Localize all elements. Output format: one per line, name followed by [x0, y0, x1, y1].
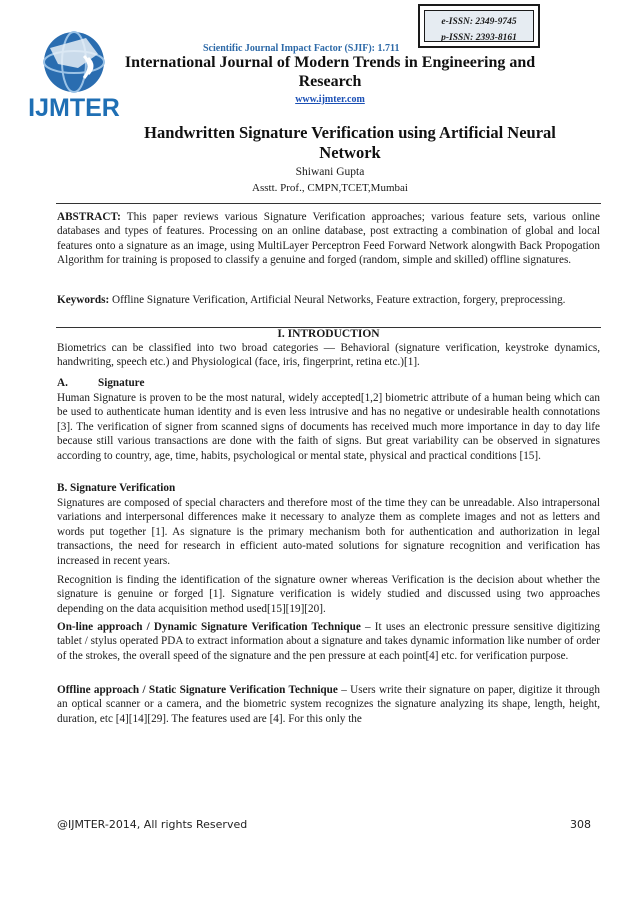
- abstract: [57, 210, 600, 268]
- p-issn: p-ISSN: 2393-8161: [441, 33, 517, 43]
- abstract-label: ABSTRACT:: [57, 211, 121, 223]
- keywords-text: Offline Signature Verification, Artificial Neural Networks, Feature extraction, forgery, preprocessing.: [109, 294, 566, 306]
- author-affiliation: Asstt. Prof., CMPN,TCET,Mumbai: [252, 182, 408, 194]
- keywords-label: Keywords:: [57, 294, 110, 306]
- verification-paragraph-1: Signatures are composed of special characters and therefore most of the time they can be unreadable. Also intrapersonal variations and interpersonal differences make it necessary to analyze them as complete images and not as letters and words put together [1]. As signature is the primary mechanism both for authentication and authorization in legal transactions, the need for research in efficient auto-mated solutions for signature recognition and verification has increased in recent years.: [57, 497, 600, 567]
- logo-text: IJMTER: [28, 94, 120, 122]
- subsection-a-title: Signature: [98, 377, 145, 389]
- offline-approach-paragraph: [57, 683, 600, 726]
- subsection-heading-signature-verification: B. Signature Verification: [57, 482, 176, 494]
- section-heading-introduction: I. INTRODUCTION: [277, 328, 380, 340]
- footer-page-number: 308: [570, 818, 591, 831]
- subsection-heading-signature: [57, 377, 144, 389]
- offline-approach-text: – Users write their signature on paper, digitize it through an optical scanner or a camera, and the biometric system recognizes the signature analyzing its shape, length, height, duration, etc [4][14][29]. The features used are [4]. For this only the: [57, 684, 600, 725]
- signature-paragraph: Human Signature is proven to be the most natural, widely accepted[1,2] biometric attribute of a human being which can be used to authenticate human identity and is even less intrusive and has no negative or undesirable health connotations [3]. The verification of signer from scanned signs of documents has received much more importance in day to day life because still various transactions are done with the faith of signs. But great variability can be observed in signatures according to country, age, time, habits, psychological or mental state, physical and practical conditions [15].: [57, 392, 600, 462]
- issn-box: [418, 4, 540, 48]
- online-approach-paragraph: [57, 620, 600, 663]
- journal-url-link[interactable]: www.ijmter.com: [295, 94, 365, 105]
- online-approach-text: – It uses an electronic pressure sensitive digitizing tablet / stylus operated PDA to extract information about a signature and takes dynamic information like number of order of the strokes, the overall speed of the signature and the pen pressure at each point[4] etc. for verification purpose.: [57, 621, 600, 662]
- subsection-a-label: A.: [57, 377, 68, 389]
- offline-approach-label: Offline approach / Static Signature Verification Technique: [57, 684, 338, 696]
- impact-factor: Scientific Journal Impact Factor (SJIF): 1.711: [203, 43, 400, 54]
- intro-paragraph: Biometrics can be classified into two broad categories — Behavioral (signature verification, keystroke dynamics, handwriting, speech etc.) and Physiological (face, iris, fingerprint, retina etc.)[1].: [57, 342, 600, 369]
- paper-title: Handwritten Signature Verification using Artificial Neural Network: [144, 123, 556, 162]
- verification-paragraph-2: Recognition is finding the identification of the signature owner whereas Verification is the decision about whether the signature is genuine or forged [1]. Signature verification is widely studied and discussed using two approaches depending on the data acquisition method used[15][19][20].: [57, 574, 600, 615]
- keywords: [57, 293, 600, 307]
- issn-box-inner: [424, 10, 534, 42]
- author-name: Shiwani Gupta: [295, 166, 365, 178]
- divider-top: [56, 203, 601, 204]
- journal-title: International Journal of Modern Trends in Engineering and Research: [124, 54, 536, 90]
- e-issn: e-ISSN: 2349-9745: [441, 17, 517, 27]
- footer-copyright: @IJMTER-2014, All rights Reserved: [57, 818, 248, 831]
- abstract-text: This paper reviews various Signature Verification approaches; various feature sets, various online databases and types of features. Processing on an online database, post extracting a combination of global and local features onto a signature as an image, using MultiLayer Perceptron Feed Forward Network alongwith Back Propogation Algorithm for training is proposed to classify a genuine and forged (random, simple and skilled) offline signatures.: [57, 211, 600, 267]
- online-approach-label: On-line approach / Dynamic Signature Verification Technique: [57, 621, 361, 633]
